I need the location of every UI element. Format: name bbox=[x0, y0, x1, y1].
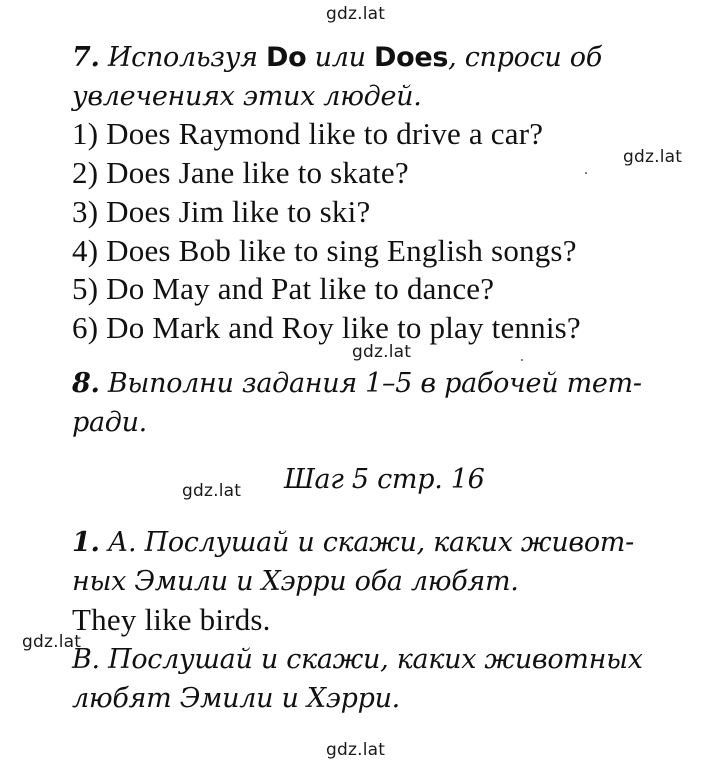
task7-text-part2: , спроси об bbox=[448, 42, 602, 73]
task7-does-word: Does bbox=[374, 42, 449, 73]
task1-part-a-line1 bbox=[72, 527, 634, 558]
watermark-left: gdz.lat bbox=[22, 632, 82, 652]
task1-part-a-text-line1: А. Послушай и скажи, каких живот- bbox=[107, 527, 634, 558]
task8-line2: ради. bbox=[72, 407, 147, 438]
task7-number: 7. bbox=[72, 42, 100, 73]
watermark-middle: gdz.lat bbox=[352, 342, 412, 362]
task7-do-word: Do bbox=[265, 42, 307, 73]
print-speck bbox=[521, 359, 523, 361]
task7-instruction-line1 bbox=[72, 42, 602, 73]
watermark-left-heading: gdz.lat bbox=[182, 481, 242, 501]
task7-or-word: или bbox=[314, 42, 366, 73]
answer-line-3: 3) Does Jim like to ski? bbox=[72, 194, 371, 229]
task8-text-line1: Выполни задания 1–5 в рабочей тет- bbox=[107, 368, 642, 399]
task7-text-part1: Используя bbox=[107, 42, 258, 73]
answer-line-2: 2) Does Jane like to skate? bbox=[72, 155, 409, 190]
task1-answer-a: They like birds. bbox=[72, 602, 271, 637]
watermark-right: gdz.lat bbox=[623, 147, 683, 167]
task8-number: 8. bbox=[72, 368, 100, 399]
print-speck bbox=[585, 172, 587, 174]
watermark-bottom: gdz.lat bbox=[326, 740, 386, 760]
task1-number: 1. bbox=[72, 527, 100, 558]
watermark-top: gdz.lat bbox=[326, 4, 386, 24]
answer-line-5: 5) Do May and Pat like to dance? bbox=[72, 271, 495, 306]
task8-line1 bbox=[72, 368, 642, 399]
step-heading: Шаг 5 стр. 16 bbox=[284, 464, 485, 495]
task1-part-b-line2: любят Эмили и Хэрри. bbox=[72, 683, 400, 714]
answer-line-1: 1) Does Raymond like to drive a car? bbox=[72, 116, 544, 151]
task7-instruction-line2: увлечениях этих людей. bbox=[72, 81, 422, 112]
answer-line-4: 4) Does Bob like to sing English songs? bbox=[72, 233, 577, 268]
answer-line-6: 6) Do Mark and Roy like to play tennis? bbox=[72, 310, 581, 345]
task1-part-a-line2: ных Эмили и Хэрри оба любят. bbox=[72, 566, 519, 597]
task1-part-b-line1: В. Послушай и скажи, каких животных bbox=[72, 644, 643, 675]
